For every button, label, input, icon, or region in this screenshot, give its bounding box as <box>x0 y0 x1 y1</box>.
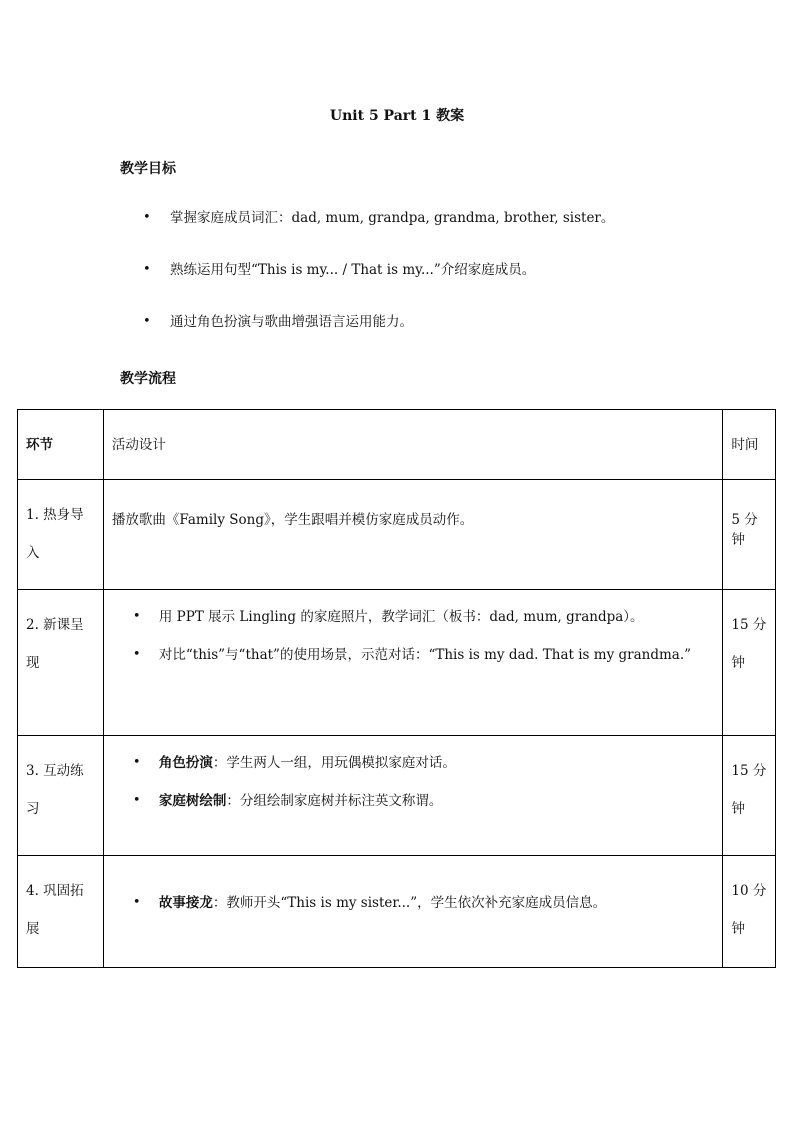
table-header-row <box>18 410 776 480</box>
header-stage: 环节 <box>18 410 104 480</box>
activity-cell <box>103 736 722 856</box>
activity-item: • 家庭树绘制：分组绘制家庭树并标注英文称谓。 <box>112 784 714 818</box>
time-cell: 5 分钟 <box>723 480 776 590</box>
process-heading: 教学流程 <box>120 371 176 387</box>
objective-item: • 通过角色扮演与歌曲增强语言运用能力。 <box>143 314 413 330</box>
objective-item: • 掌握家庭成员词汇：dad, mum, grandpa, grandma, brother, sister。 <box>143 210 615 226</box>
objectives-list <box>120 208 614 364</box>
bullet-icon: • <box>143 210 151 225</box>
lesson-plan-table <box>17 409 776 968</box>
activity-item: • 对比“this”与“that”的使用场景，示范对话：“This is my dad. That is my grandma.” <box>112 638 714 672</box>
table-row <box>18 736 776 856</box>
activity-list <box>112 600 714 672</box>
objectives-heading: 教学目标 <box>120 161 176 177</box>
bullet-icon: • <box>132 755 141 770</box>
bullet-icon: • <box>132 895 141 910</box>
objective-item: • 熟练运用句型“This is my... / That is my...”介绍家庭成员。 <box>143 262 536 278</box>
activity-list <box>112 886 714 920</box>
activity-item: • 故事接龙：教师开头“This is my sister...”，学生依次补充家庭成员信息。 <box>112 886 714 920</box>
activity-item: • 角色扮演：学生两人一组，用玩偶模拟家庭对话。 <box>112 746 714 780</box>
bullet-icon: • <box>132 793 141 808</box>
time-cell: 10 分钟 <box>723 856 776 968</box>
time-cell: 15 分钟 <box>723 590 776 736</box>
header-activity: 活动设计 <box>103 410 722 480</box>
activity-list <box>112 746 714 818</box>
table-row <box>18 856 776 968</box>
bullet-icon: • <box>132 609 141 624</box>
table-row <box>18 480 776 590</box>
time-cell: 15 分钟 <box>723 736 776 856</box>
stage-cell: 1. 热身导入 <box>18 480 104 590</box>
stage-cell: 2. 新课呈现 <box>18 590 104 736</box>
stage-cell: 4. 巩固拓展 <box>18 856 104 968</box>
document-title: Unit 5 Part 1 教案 <box>329 108 465 124</box>
activity-cell <box>103 590 722 736</box>
bullet-icon: • <box>132 647 141 662</box>
table-row <box>18 590 776 736</box>
activity-cell: 播放歌曲《Family Song》，学生跟唱并模仿家庭成员动作。 <box>103 480 722 590</box>
header-time: 时间 <box>723 410 776 480</box>
activity-item: • 用 PPT 展示 Lingling 的家庭照片，教学词汇（板书：dad, mum, grandpa）。 <box>112 600 714 634</box>
stage-cell: 3. 互动练习 <box>18 736 104 856</box>
bullet-icon: • <box>143 314 151 329</box>
bullet-icon: • <box>143 262 151 277</box>
activity-cell <box>103 856 722 968</box>
